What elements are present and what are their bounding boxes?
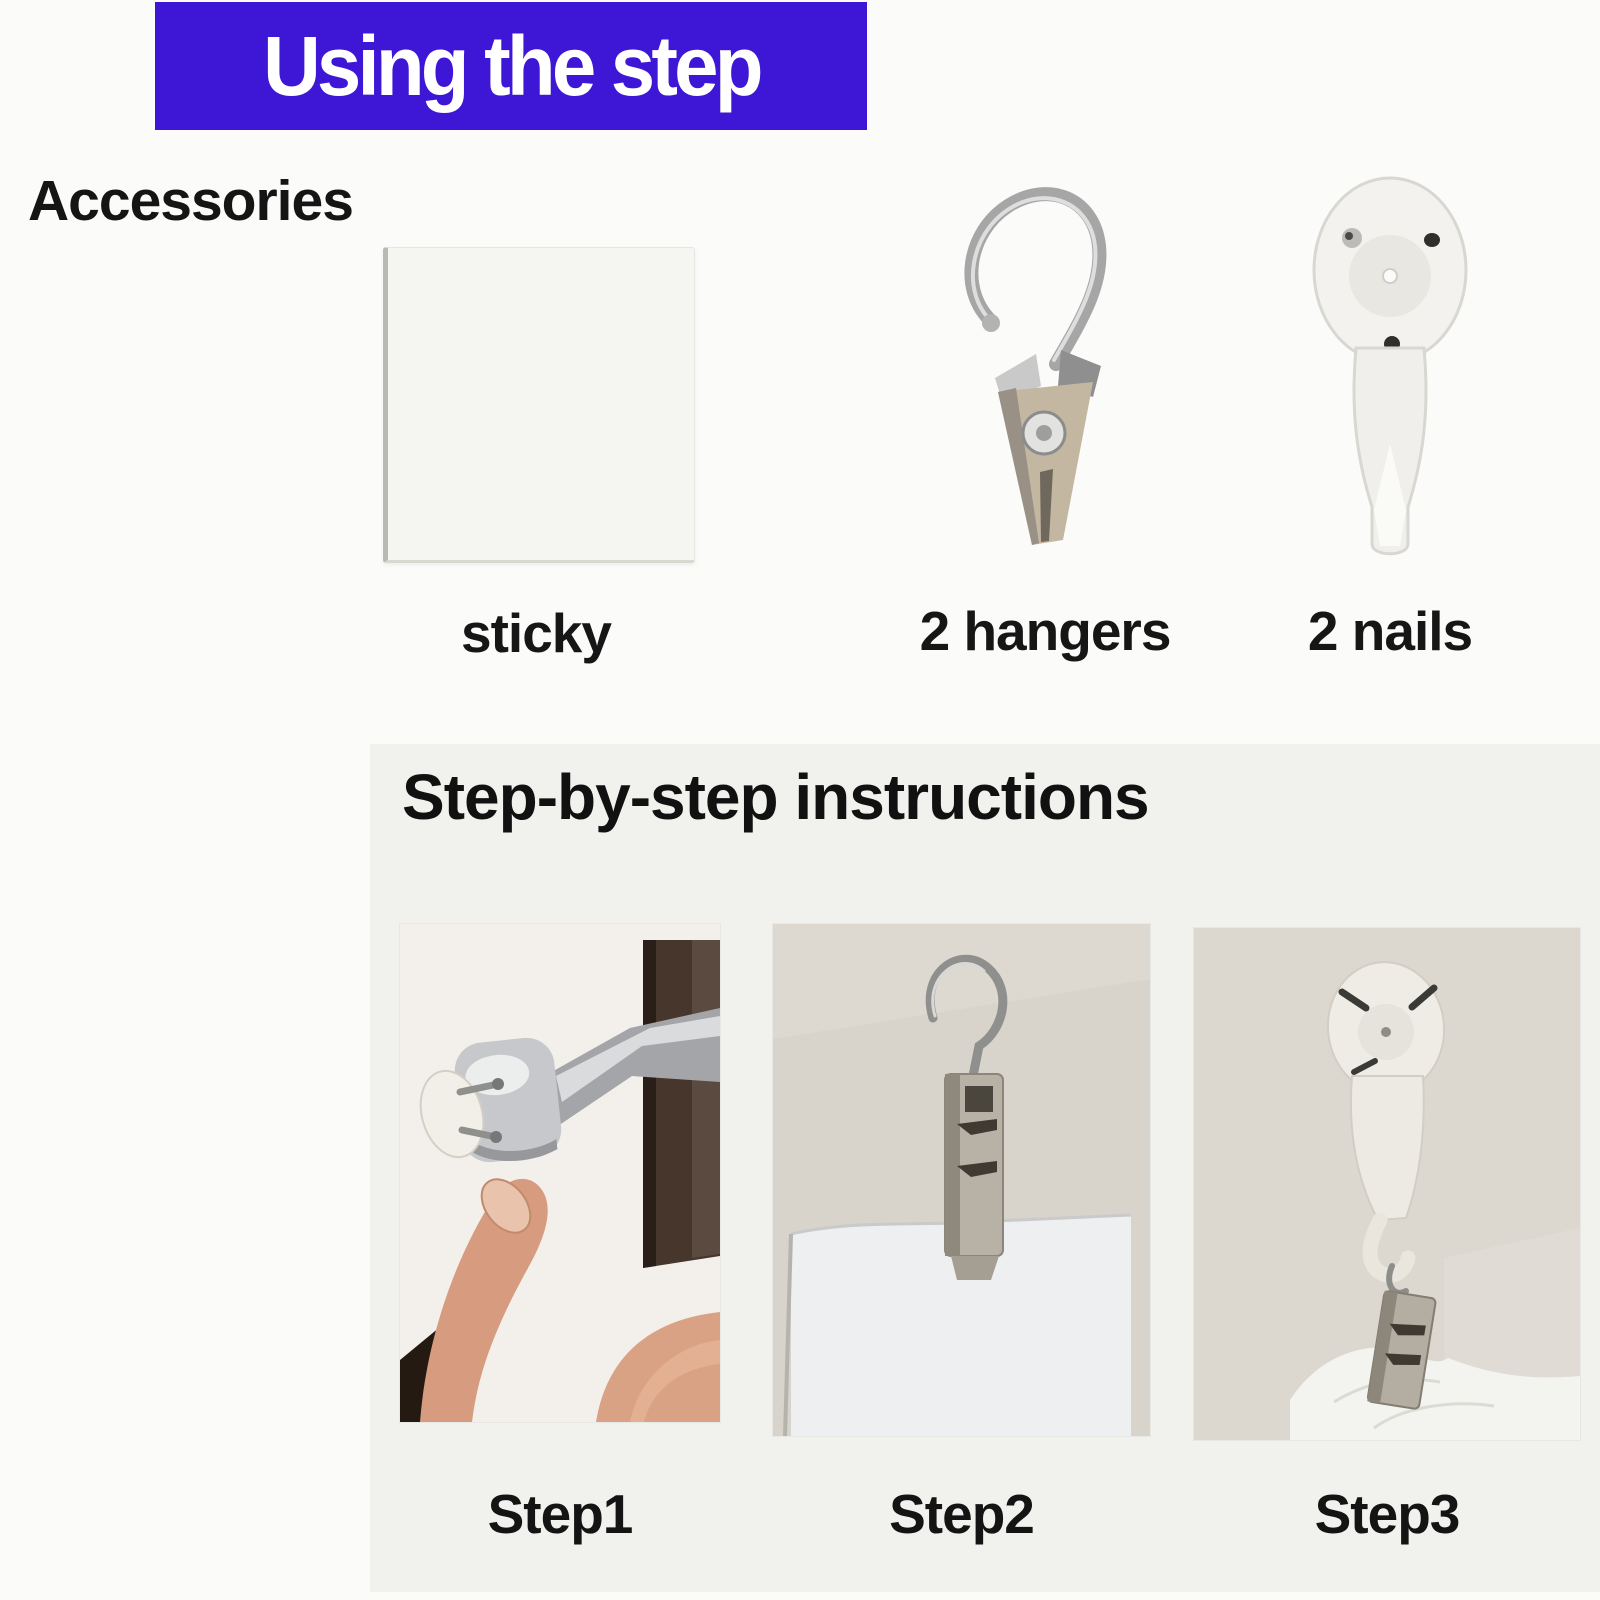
title-banner — [155, 2, 867, 130]
nail-hook-icon — [1292, 162, 1488, 562]
step-label-3: Step3 — [1314, 1483, 1460, 1545]
instructions-panel — [370, 744, 1600, 1592]
instructions-heading: Step-by-step instructions — [402, 761, 1149, 833]
hammering-nail-hook-photo — [400, 924, 720, 1422]
hanger-clip-image — [940, 150, 1150, 555]
accessories-heading: Accessories — [28, 169, 353, 233]
nail-hook-image — [1292, 162, 1488, 562]
step2-photo — [773, 924, 1150, 1436]
sticky-pad-image — [383, 247, 695, 563]
page-title: Using the step — [262, 18, 760, 113]
step-label-1: Step1 — [487, 1483, 633, 1545]
accessory-label-hangers: 2 hangers — [919, 600, 1171, 662]
step3-photo — [1194, 928, 1580, 1440]
hanger-clip-icon — [940, 150, 1150, 555]
accessory-label-nails: 2 nails — [1307, 600, 1473, 662]
wall-hook-with-clip-and-fabric-photo — [1194, 928, 1580, 1440]
accessory-label-sticky: sticky — [461, 602, 611, 664]
step-label-2: Step2 — [889, 1483, 1034, 1545]
hanger-clip-holding-paper-photo — [773, 924, 1150, 1436]
step1-photo — [400, 924, 720, 1422]
